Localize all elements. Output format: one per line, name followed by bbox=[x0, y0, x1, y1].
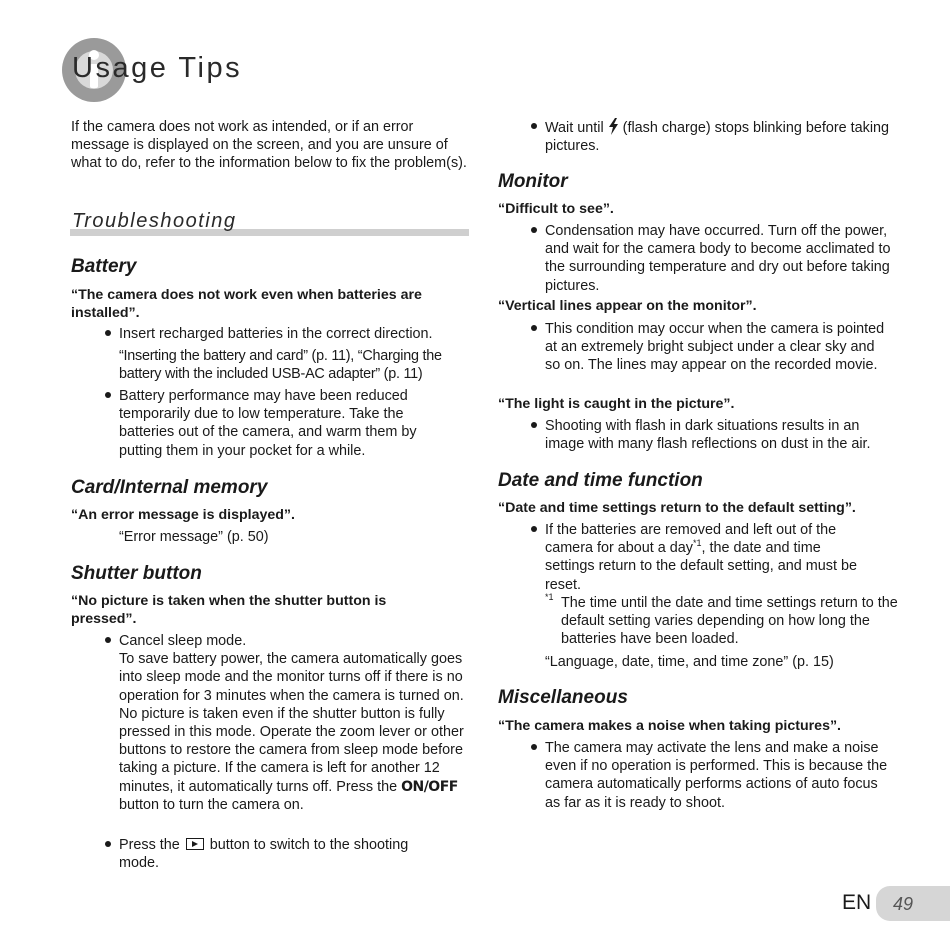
datetime-heading: Date and time function bbox=[498, 470, 703, 491]
footnote-mark: *1 bbox=[693, 538, 702, 549]
shutter-heading: Shutter button bbox=[71, 563, 202, 584]
misc-bullet: The camera may activate the lens and make a noise even if no operation is performed. This is because the camera automatically performs actions of auto focus as far as it is ready to shoot. bbox=[545, 740, 888, 811]
bullet-icon bbox=[105, 392, 111, 398]
shutter-bullet-1-body bbox=[119, 650, 471, 814]
shutter-bullet-1 bbox=[119, 632, 471, 814]
datetime-footnote: The time until the date and time settings return to the default setting varies depending on how long the batteries have been loaded. bbox=[561, 595, 898, 648]
bullet-icon bbox=[105, 841, 111, 847]
bullet-icon bbox=[531, 123, 537, 129]
page-number: 49 bbox=[893, 894, 914, 914]
misc-question: “The camera makes a noise when taking pictures”. bbox=[498, 718, 841, 734]
battery-heading: Battery bbox=[71, 256, 137, 277]
troubleshooting-title: Troubleshooting bbox=[72, 210, 237, 232]
battery-question: “The camera does not work even when batteries are installed”. bbox=[71, 287, 422, 322]
card-reference: “Error message” (p. 50) bbox=[119, 529, 269, 545]
datetime-bullet-lead: If the batteries are removed and left out of the camera for about a day bbox=[545, 522, 837, 557]
intro-paragraph: If the camera does not work as intended, or if an error message is displayed on the screen, and you are unsure of what to do, refer to the information below to fix the problem(s). bbox=[71, 119, 467, 172]
shutter-bullet-2-end: button to switch to the shooting mode. bbox=[119, 837, 409, 872]
datetime-reference: “Language, date, time, and time zone” (p. 15) bbox=[545, 654, 834, 670]
datetime-question: “Date and time settings return to the default setting”. bbox=[498, 500, 856, 516]
shutter-bullet-3 bbox=[545, 118, 890, 155]
playback-icon bbox=[186, 838, 204, 850]
card-heading: Card/Internal memory bbox=[71, 477, 268, 498]
bullet-icon bbox=[531, 744, 537, 750]
bullet-icon bbox=[105, 637, 111, 643]
language-label: EN bbox=[842, 891, 872, 914]
shutter-bullet-1-end: button to turn the camera on. bbox=[119, 796, 304, 813]
datetime-bullet-end: , the date and time settings return to the default setting, and must be reset. bbox=[545, 540, 857, 593]
monitor-bullet-1: Condensation may have occurred. Turn off the power, and wait for the camera body to become acclimated to the surrounding temperature and dry out before taking pictures. bbox=[545, 223, 891, 294]
shutter-bullet-1-text: To save battery power, the camera automatically goes into sleep mode and the monitor turns off if there is no operation for 3 minutes when the camera is turned on. No picture is taken even if the shutter button is fully pressed in this mode. Operate the zoom lever or other buttons to restore the camera from sleep mode before taking a picture. If the camera is left for another 12 minutes, it automatically turns off. Press the bbox=[119, 651, 464, 795]
battery-bullet-2: Battery performance may have been reduced temporarily due to low temperature. Take the batteries out of the camera, and warm them by putting them in your pocket for a while. bbox=[119, 388, 417, 459]
shutter-bullet-3-end: (flash charge) stops blinking before taking pictures. bbox=[545, 120, 890, 155]
footnote-mark: *1 bbox=[545, 592, 554, 602]
monitor-question-2: “Vertical lines appear on the monitor”. bbox=[498, 298, 757, 314]
monitor-bullet-2: This condition may occur when the camera is pointed at an extremely bright subject under a clear sky and so on. The lines may appear on the recorded movie. bbox=[545, 321, 885, 374]
shutter-bullet-3-lead: Wait until bbox=[545, 120, 604, 136]
datetime-bullet bbox=[545, 521, 870, 594]
battery-bullet-1: Insert recharged batteries in the correct direction. bbox=[119, 326, 433, 342]
misc-heading: Miscellaneous bbox=[498, 687, 628, 708]
shutter-question: “No picture is taken when the shutter button is pressed”. bbox=[71, 593, 387, 628]
bullet-icon bbox=[531, 422, 537, 428]
flash-icon bbox=[608, 118, 619, 135]
bullet-icon bbox=[531, 325, 537, 331]
monitor-heading: Monitor bbox=[498, 171, 568, 192]
shutter-bullet-2-lead: Press the bbox=[119, 837, 180, 853]
card-question: “An error message is displayed”. bbox=[71, 507, 295, 523]
onoff-button-label: ON/OFF bbox=[401, 778, 458, 795]
monitor-question-1: “Difficult to see”. bbox=[498, 201, 614, 217]
shutter-bullet-1-lead: Cancel sleep mode. bbox=[119, 633, 247, 649]
bullet-icon bbox=[105, 330, 111, 336]
bullet-icon bbox=[531, 227, 537, 233]
monitor-bullet-3: Shooting with flash in dark situations results in an image with many flash reflections on dust in the air. bbox=[545, 418, 871, 453]
monitor-question-3: “The light is caught in the picture”. bbox=[498, 396, 735, 412]
shutter-bullet-2 bbox=[119, 836, 449, 872]
bullet-icon bbox=[531, 526, 537, 532]
battery-reference: “Inserting the battery and card” (p. 11), “Charging the battery with the included USB-AC adapter” (p. 11) bbox=[119, 348, 442, 383]
page-title: Usage Tips bbox=[72, 52, 243, 84]
